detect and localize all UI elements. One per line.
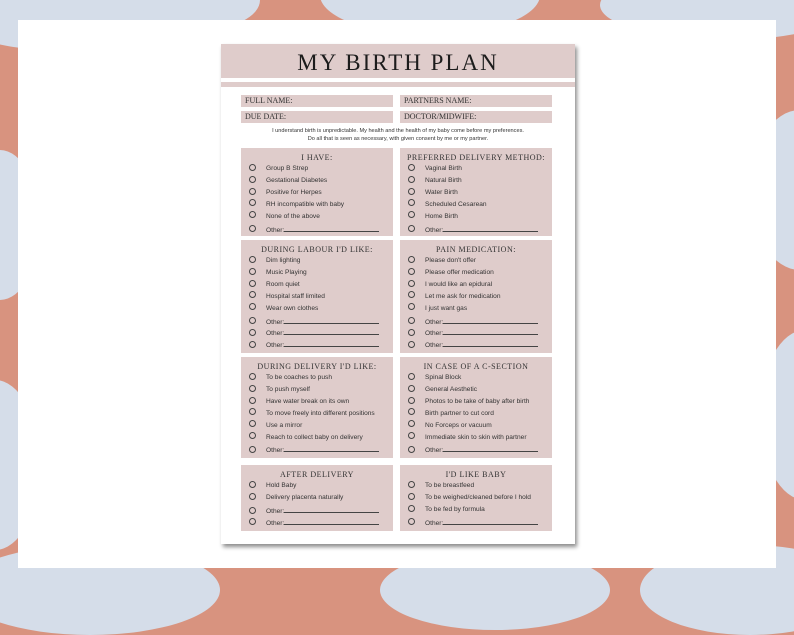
checklist-item[interactable] (249, 433, 363, 443)
checklist-item[interactable] (249, 339, 379, 349)
radio-circle-icon[interactable] (249, 317, 256, 324)
checklist-item-label: To move freely into different positions (266, 409, 375, 417)
write-in-line[interactable] (443, 316, 538, 324)
checklist-item-label: Group B Strep (266, 165, 309, 172)
checklist-item-label: Please offer medication (425, 268, 494, 276)
radio-circle-icon[interactable] (249, 211, 256, 218)
checklist-item[interactable] (408, 164, 462, 174)
checklist-item[interactable] (408, 256, 476, 266)
checklist-item[interactable] (408, 188, 458, 198)
checklist-item-label: No Forceps or vacuum (425, 421, 492, 429)
checklist-item[interactable] (408, 304, 467, 314)
checklist-item[interactable] (408, 493, 531, 503)
radio-circle-icon[interactable] (249, 446, 256, 453)
intro-line-1: I understand birth is unpredictable. My health and the health of my baby come before my preferences. (272, 128, 524, 134)
checklist-item-label: RH incompatible with baby (266, 200, 345, 208)
checklist-item-label: Delivery placenta naturally (266, 493, 344, 501)
radio-circle-icon[interactable] (408, 397, 415, 404)
checklist-item[interactable] (408, 280, 492, 290)
checklist-item[interactable] (408, 481, 474, 491)
checklist-item-label: Other: (425, 330, 444, 338)
checklist-item[interactable] (249, 493, 343, 503)
radio-circle-icon[interactable] (249, 385, 256, 392)
radio-circle-icon[interactable] (408, 341, 415, 348)
radio-circle-icon[interactable] (249, 397, 256, 404)
checklist-item[interactable] (408, 292, 501, 302)
section-baby (400, 465, 552, 531)
checklist-item-label: Natural Birth (425, 176, 462, 184)
radio-circle-icon[interactable] (408, 481, 415, 488)
checklist-item-label: Water Birth (425, 188, 458, 196)
checklist-item[interactable] (408, 505, 485, 515)
section-title: DURING LABOUR I'D LIKE: (261, 245, 373, 254)
title-stripe (221, 82, 575, 87)
radio-circle-icon[interactable] (249, 176, 256, 183)
checklist-item[interactable] (408, 421, 492, 431)
section-title: IN CASE OF A C-SECTION (423, 362, 529, 371)
radio-circle-icon[interactable] (408, 373, 415, 380)
checklist-item-label: Home Birth (425, 212, 458, 220)
checklist-item[interactable] (249, 421, 302, 431)
radio-circle-icon[interactable] (408, 432, 415, 439)
write-in-line[interactable] (284, 316, 379, 324)
checklist-item-label: Hold Baby (266, 482, 297, 489)
checklist-item[interactable] (249, 212, 320, 222)
checklist-item-label: Let me ask for medication (425, 292, 501, 300)
checklist-item[interactable] (408, 200, 487, 210)
section-c-section (400, 357, 552, 458)
checklist-item-label: I just want gas (425, 304, 468, 312)
checklist-item-label: None of the above (266, 212, 320, 220)
write-in-line[interactable] (443, 444, 538, 452)
section-title: I HAVE: (301, 153, 333, 162)
radio-circle-icon[interactable] (408, 176, 415, 183)
section-title: I'D LIKE BABY (445, 470, 507, 479)
radio-circle-icon[interactable] (249, 280, 256, 287)
checklist-item[interactable] (249, 188, 322, 198)
write-in-line[interactable] (284, 339, 379, 347)
radio-circle-icon[interactable] (408, 199, 415, 206)
write-in-line[interactable] (284, 444, 379, 452)
checklist-item-label: Spinal Block (425, 374, 462, 381)
checklist-item[interactable] (249, 373, 332, 383)
birth-plan-document (221, 44, 575, 544)
section-during-labour (241, 240, 393, 353)
radio-circle-icon[interactable] (408, 317, 415, 324)
checklist-item[interactable] (408, 409, 494, 419)
radio-circle-icon[interactable] (249, 291, 256, 298)
checklist-item-label: Other: (266, 447, 285, 455)
checklist-item[interactable] (408, 517, 538, 527)
radio-circle-icon[interactable] (408, 268, 415, 275)
radio-circle-icon[interactable] (249, 432, 256, 439)
radio-circle-icon[interactable] (249, 256, 256, 263)
radio-circle-icon[interactable] (408, 280, 415, 287)
checklist-item-label: Positive for Herpes (266, 188, 322, 196)
section-title: AFTER DELIVERY (280, 470, 354, 479)
write-in-line[interactable] (443, 517, 538, 525)
checklist-item-label: Other: (266, 318, 285, 326)
checklist-item-label: Other: (266, 342, 285, 350)
checklist-item-label: Dim lighting (266, 257, 301, 264)
checklist-item[interactable] (249, 316, 379, 326)
section-title: PAIN MEDICATION: (436, 245, 516, 254)
checklist-item-label: Other: (266, 330, 285, 338)
intro-line-2: Do all that is seen as necessary, with given consent by me or my partner. (307, 136, 489, 142)
checklist-item[interactable] (408, 373, 461, 383)
radio-circle-icon[interactable] (249, 481, 256, 488)
checklist-item[interactable] (408, 268, 494, 278)
checklist-item-label: Wear own clothes (266, 304, 319, 312)
radio-circle-icon[interactable] (408, 211, 415, 218)
checklist-item-label: Hospital staff limited (266, 292, 325, 300)
radio-circle-icon[interactable] (408, 291, 415, 298)
radio-circle-icon[interactable] (249, 164, 256, 171)
checklist-item-label: Scheduled Cesarean (425, 200, 487, 208)
radio-circle-icon[interactable] (408, 225, 415, 232)
checklist-item-label: Music Playing (266, 268, 307, 276)
checklist-item-label: Other: (425, 318, 444, 326)
radio-circle-icon[interactable] (249, 268, 256, 275)
radio-circle-icon[interactable] (249, 303, 256, 310)
checklist-item-label: Gestational Diabetes (266, 176, 328, 184)
checklist-item[interactable] (249, 444, 379, 454)
radio-circle-icon[interactable] (408, 164, 415, 171)
checklist-item-label: Other: (425, 226, 444, 234)
radio-circle-icon[interactable] (249, 408, 256, 415)
checklist-item-label: Other: (425, 519, 444, 527)
radio-circle-icon[interactable] (249, 507, 256, 514)
doctor-midwife-field[interactable]: DOCTOR/MIDWIFE: (400, 111, 552, 123)
checklist-item-label: To be fed by formula (425, 505, 485, 513)
checklist-item-label: To push myself (266, 385, 310, 393)
checklist-item-label: Other: (425, 342, 444, 350)
checklist-item[interactable] (408, 444, 538, 454)
full-name-field[interactable]: FULL NAME: (241, 95, 393, 107)
radio-circle-icon[interactable] (249, 341, 256, 348)
checklist-item-label: Photos to be take of baby after birth (425, 397, 530, 405)
checklist-item[interactable] (249, 385, 310, 395)
radio-circle-icon[interactable] (408, 256, 415, 263)
checklist-item-label: Use a mirror (266, 421, 303, 429)
checklist-item-label: To be breastfeed (425, 482, 475, 489)
radio-circle-icon[interactable] (249, 373, 256, 380)
write-in-line[interactable] (284, 517, 379, 525)
checklist-item-label: Have water break on its own (266, 397, 350, 405)
radio-circle-icon[interactable] (249, 493, 256, 500)
checklist-item-label: Reach to collect baby on delivery (266, 433, 363, 441)
write-in-line[interactable] (284, 505, 379, 513)
checklist-item-label: Other: (266, 226, 285, 234)
checklist-item-label: Please don't offer (425, 257, 476, 264)
checklist-item[interactable] (249, 292, 325, 302)
checklist-item[interactable] (408, 385, 477, 395)
section-pain-medication (400, 240, 552, 353)
radio-circle-icon[interactable] (249, 420, 256, 427)
checklist-item[interactable] (249, 505, 379, 515)
due-date-field[interactable]: DUE DATE: (241, 111, 393, 123)
checklist-item[interactable] (408, 212, 458, 222)
checklist-item-label: To be coaches to push (266, 374, 332, 381)
checklist-item[interactable] (249, 176, 327, 186)
radio-circle-icon[interactable] (408, 505, 415, 512)
checklist-item-label: Other: (425, 447, 444, 455)
checklist-item[interactable] (249, 256, 300, 266)
radio-circle-icon[interactable] (249, 329, 256, 336)
checklist-item-label: To be weighed/cleaned before I hold (425, 493, 531, 501)
section-after-delivery (241, 465, 393, 531)
radio-circle-icon[interactable] (408, 408, 415, 415)
checklist-item[interactable] (249, 200, 344, 210)
radio-circle-icon[interactable] (408, 420, 415, 427)
checklist-item-label: General Aesthetic (425, 385, 478, 393)
checklist-item[interactable] (249, 268, 307, 278)
checklist-item[interactable] (249, 224, 379, 234)
checklist-item[interactable] (408, 397, 529, 407)
checklist-item-label: Other: (266, 519, 285, 527)
checklist-item[interactable] (249, 164, 308, 174)
radio-circle-icon[interactable] (408, 518, 415, 525)
section-title: PREFERRED DELIVERY METHOD: (406, 153, 546, 162)
radio-circle-icon[interactable] (249, 518, 256, 525)
checklist-item[interactable] (408, 433, 527, 443)
checklist-item[interactable] (408, 224, 538, 234)
checklist-item-label: I would like an epidural (425, 280, 493, 288)
checklist-item[interactable] (249, 517, 379, 527)
checklist-item-label: Other: (266, 507, 285, 515)
radio-circle-icon[interactable] (249, 225, 256, 232)
write-in-line[interactable] (284, 224, 379, 232)
page-title: MY BIRTH PLAN (297, 50, 499, 75)
radio-circle-icon[interactable] (408, 493, 415, 500)
checklist-item[interactable] (408, 327, 538, 337)
checklist-item[interactable] (408, 316, 538, 326)
checklist-item-label: Immediate skin to skin with partner (425, 433, 527, 441)
checklist-item[interactable] (408, 176, 462, 186)
checklist-item[interactable] (249, 304, 318, 314)
partners-name-field[interactable]: PARTNERS NAME: (400, 95, 552, 107)
checklist-item[interactable] (249, 397, 349, 407)
write-in-line[interactable] (443, 327, 538, 335)
checklist-item[interactable] (249, 327, 379, 337)
checklist-item-label: Birth partner to cut cord (425, 409, 494, 417)
write-in-line[interactable] (284, 327, 379, 335)
radio-circle-icon[interactable] (408, 188, 415, 195)
section-i-have (241, 148, 393, 236)
section-title: DURING DELIVERY I'D LIKE: (257, 362, 377, 371)
radio-circle-icon[interactable] (408, 385, 415, 392)
section-during-delivery (241, 357, 393, 458)
checklist-item-label: Vaginal Birth (425, 165, 462, 172)
radio-circle-icon[interactable] (249, 188, 256, 195)
radio-circle-icon[interactable] (408, 303, 415, 310)
write-in-line[interactable] (443, 339, 538, 347)
checklist-item[interactable] (408, 339, 538, 349)
radio-circle-icon[interactable] (408, 329, 415, 336)
section-preferred-delivery-method (400, 148, 552, 236)
checklist-item[interactable] (249, 481, 296, 491)
intro-text (241, 127, 555, 143)
checklist-item-label: Room quiet (266, 280, 300, 288)
write-in-line[interactable] (443, 224, 538, 232)
checklist-item[interactable] (249, 409, 375, 419)
radio-circle-icon[interactable] (249, 199, 256, 206)
radio-circle-icon[interactable] (408, 446, 415, 453)
checklist-item[interactable] (249, 280, 300, 290)
